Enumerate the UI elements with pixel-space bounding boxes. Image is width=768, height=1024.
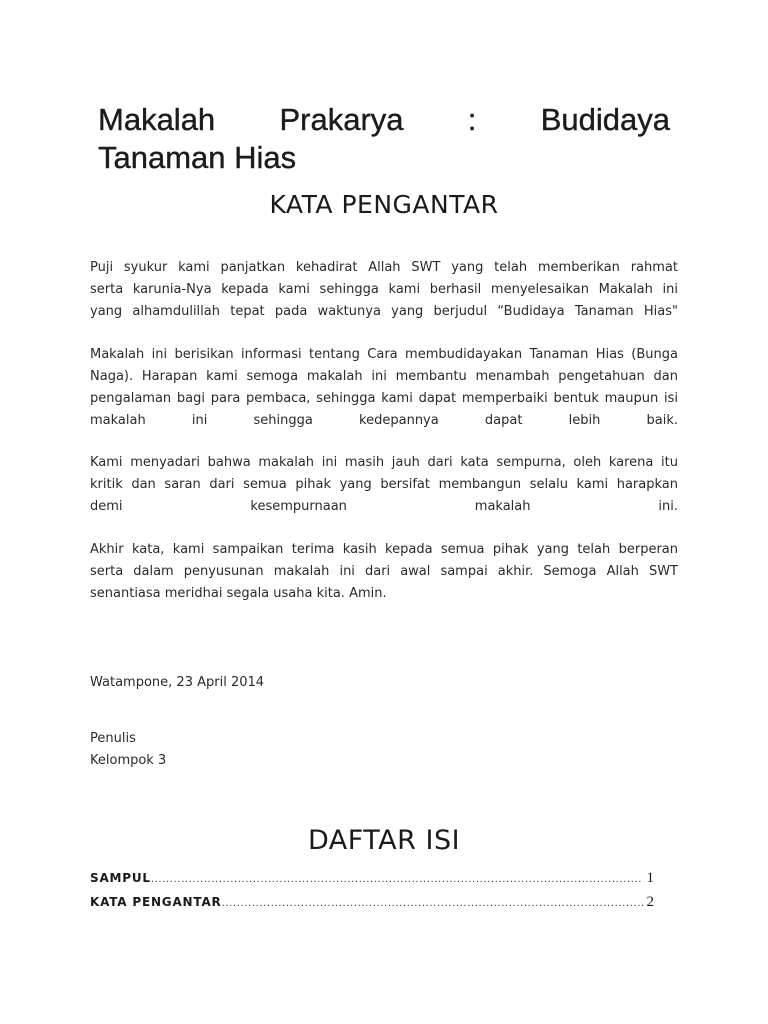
group-name: Kelompok 3 [90, 753, 167, 768]
spread-word: sehingga [253, 413, 313, 428]
toc-leader-dots [151, 868, 643, 892]
paragraph-line: kritik dan saran dari semua pihak yang bersifat membangun selalu kami harapkan [90, 477, 678, 492]
spread-word: lebih [568, 413, 601, 428]
title-word: Makalah [98, 102, 216, 137]
kata-pengantar-heading: KATA PENGANTAR [269, 190, 499, 219]
title-line-1 [98, 101, 670, 139]
paragraph-line: Puji syukur kami panjatkan kehadirat Allah SWT yang telah memberikan rahmat [90, 260, 678, 275]
toc-entry-label: KATA PENGANTAR [90, 895, 222, 909]
table-of-contents [90, 866, 654, 914]
paragraph-line: senantiasa meridhai segala usaha kita. Amin. [90, 586, 387, 601]
paragraph-line: yang alhamdulillah tepat pada waktunya yang berjudul “Budidaya Tanaman Hias" [90, 304, 678, 319]
paragraph-4 [90, 539, 678, 605]
spread-word: makalah [90, 413, 146, 428]
paragraph-spread-line [90, 410, 678, 432]
paragraph-1 [90, 257, 678, 323]
title-word: Prakarya [279, 102, 404, 137]
spread-word: kesempurnaan [250, 499, 347, 514]
spread-word: makalah [474, 499, 531, 514]
paragraph-line: Kami menyadari bahwa makalah ini masih jauh dari kata sempurna, oleh karena itu [90, 455, 678, 470]
title-word: Budidaya [540, 102, 670, 137]
spread-word: kedepannya [359, 413, 439, 428]
spread-word: demi [90, 499, 123, 514]
toc-leader-dots [222, 892, 643, 916]
author-label: Penulis [90, 731, 136, 746]
paragraph-line: serta dalam penyusunan makalah ini dari awal sampai akhir. Semoga Allah SWT [90, 564, 678, 579]
document-title [98, 101, 670, 177]
spread-word: baik. [646, 413, 678, 428]
toc-entry-label: SAMPUL [90, 871, 151, 885]
paragraph-line: Naga). Harapan kami semoga makalah ini membantu menambah pengetahuan dan [90, 369, 678, 384]
toc-entry[interactable] [90, 890, 654, 914]
spread-word: ini. [658, 499, 678, 514]
title-line-2: Tanaman Hias [98, 140, 297, 175]
daftar-isi-heading: DAFTAR ISI [307, 825, 461, 856]
toc-entry-page: 2 [646, 894, 654, 910]
place-date: Watampone, 23 April 2014 [90, 675, 265, 690]
spread-word: dapat [484, 413, 523, 428]
spread-word: ini [191, 413, 208, 428]
paragraph-spread-line [90, 496, 678, 518]
paragraph-line: Makalah ini berisikan informasi tentang Cara membudidayakan Tanaman Hias (Bunga [90, 347, 678, 362]
toc-entry[interactable] [90, 866, 654, 890]
paragraph-line: Akhir kata, kami sampaikan terima kasih kepada semua pihak yang telah berperan [90, 542, 678, 557]
paragraph-line: pengalaman bagi para pembaca, sehingga kami dapat memperbaiki bentuk maupun isi [90, 391, 678, 406]
paragraph-3 [90, 452, 678, 518]
paragraph-line: serta karunia-Nya kepada kami sehingga kami berhasil menyelesaikan Makalah ini [90, 282, 678, 297]
title-word: : [467, 102, 477, 137]
toc-entry-page: 1 [646, 870, 654, 886]
paragraph-2 [90, 344, 678, 432]
